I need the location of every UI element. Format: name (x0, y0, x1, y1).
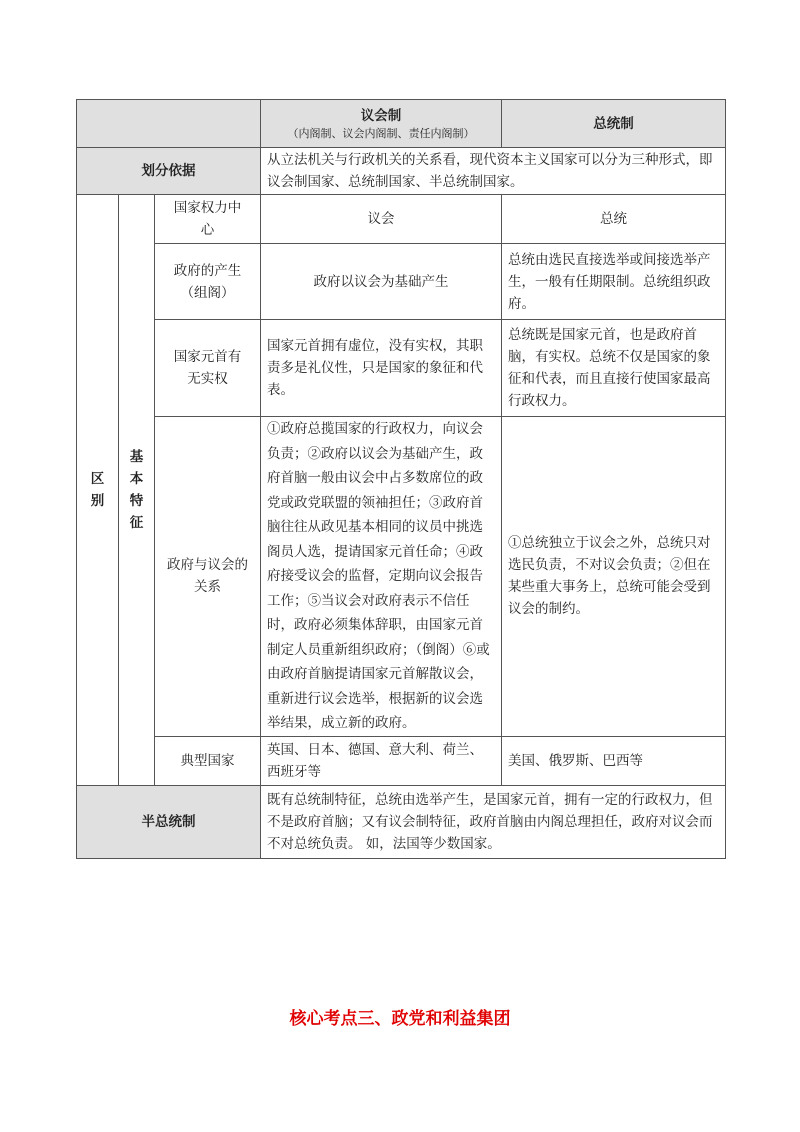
row-label-typical-countries: 典型国家 (155, 736, 261, 785)
header-parliamentary-subtitle: （内阁制、议会内阁制、责任内阁制） (287, 126, 475, 140)
basis-label: 划分依据 (77, 148, 261, 195)
cell-presidential: 总统既是国家元首，也是政府首脑，有实权。总统不仅是国家的象征和代表，而且直接行使国家最高行政权力。 (502, 320, 726, 417)
row-label-text: 国家权力中心 (173, 200, 242, 238)
header-parliamentary (261, 100, 502, 148)
header-presidential: 总统制 (502, 100, 726, 148)
row-power-center (77, 195, 726, 244)
header-empty-cell (77, 100, 261, 148)
basis-row (77, 148, 726, 195)
row-label-head-of-state (155, 320, 261, 417)
cell-presidential: 总统 (502, 195, 726, 244)
cell-parliamentary: 政府以议会为基础产生 (261, 244, 502, 320)
header-row (77, 100, 726, 148)
row-government-parliament-relation (77, 417, 726, 737)
difference-outer-label-text: 区别 (90, 470, 105, 509)
row-label-relation (155, 417, 261, 737)
cell-presidential: 美国、俄罗斯、巴西等 (502, 736, 726, 785)
semi-text: 既有总统制特征，总统由选举产生，是国家元首，拥有一定的行政权力，但不是政府首脑；又有议会制特征，政府首脑由内阁总理担任，政府对议会而不对总统负责。 如，法国等少数国家。 (261, 785, 726, 858)
difference-outer-label (77, 195, 119, 786)
row-label-text: 政府与议会的关系 (167, 557, 248, 596)
cell-presidential: ①总统独立于议会之外，总统只对选民负责，不对议会负责；②但在某些重大事务上，总统可能会受到议会的制约。 (502, 417, 726, 737)
cell-parliamentary: 英国、日本、德国、意大利、荷兰、西班牙等 (261, 736, 502, 785)
row-label-subtext: （组阁） (180, 284, 235, 301)
row-label-government-formation (155, 244, 261, 320)
difference-inner-label-text: 基本特征 (129, 448, 144, 531)
row-label-text: 国家元首有无实权 (173, 349, 242, 387)
row-typical-countries (77, 736, 726, 785)
header-parliamentary-title: 议会制 (360, 107, 402, 124)
semi-presidential-row (77, 785, 726, 858)
section-title: 核心考点三、政党和利益集团 (289, 1009, 511, 1029)
basis-text: 从立法机关与行政机关的关系看，现代资本主义国家可以分为三种形式，即议会制国家、总统制国家、半总统制国家。 (261, 148, 726, 195)
cell-parliamentary: ①政府总揽国家的行政权力，向议会负责；②政府以议会为基础产生，政府首脑一般由议会中占多数席位的政党或政党联盟的领袖担任；③政府首脑往往从政见基本相同的议员中挑选阁员人选，提请国家元首任命；④政府接受议会的监督，定期向议会报告工作；⑤当议会对政府表示不信任时，政府必须集体辞职，由国家元首制定人员重新组织政府；（倒阁）⑥或由政府首脑提请国家元首解散议会，重新进行议会选举，根据新的议会选举结果，成立新的政府。 (261, 417, 502, 737)
difference-inner-label (119, 195, 155, 786)
semi-label: 半总统制 (77, 785, 261, 858)
row-head-of-state (77, 320, 726, 417)
comparison-table (76, 99, 726, 859)
row-label-power-center (155, 195, 261, 244)
cell-presidential: 总统由选民直接选举或间接选举产生，一般有任期限制。总统组织政府。 (502, 244, 726, 320)
row-government-formation (77, 244, 726, 320)
cell-parliamentary: 国家元首拥有虚位，没有实权，其职责多是礼仪性，只是国家的象征和代表。 (261, 320, 502, 417)
cell-parliamentary: 议会 (261, 195, 502, 244)
row-label-text: 政府的产生 (173, 262, 242, 279)
